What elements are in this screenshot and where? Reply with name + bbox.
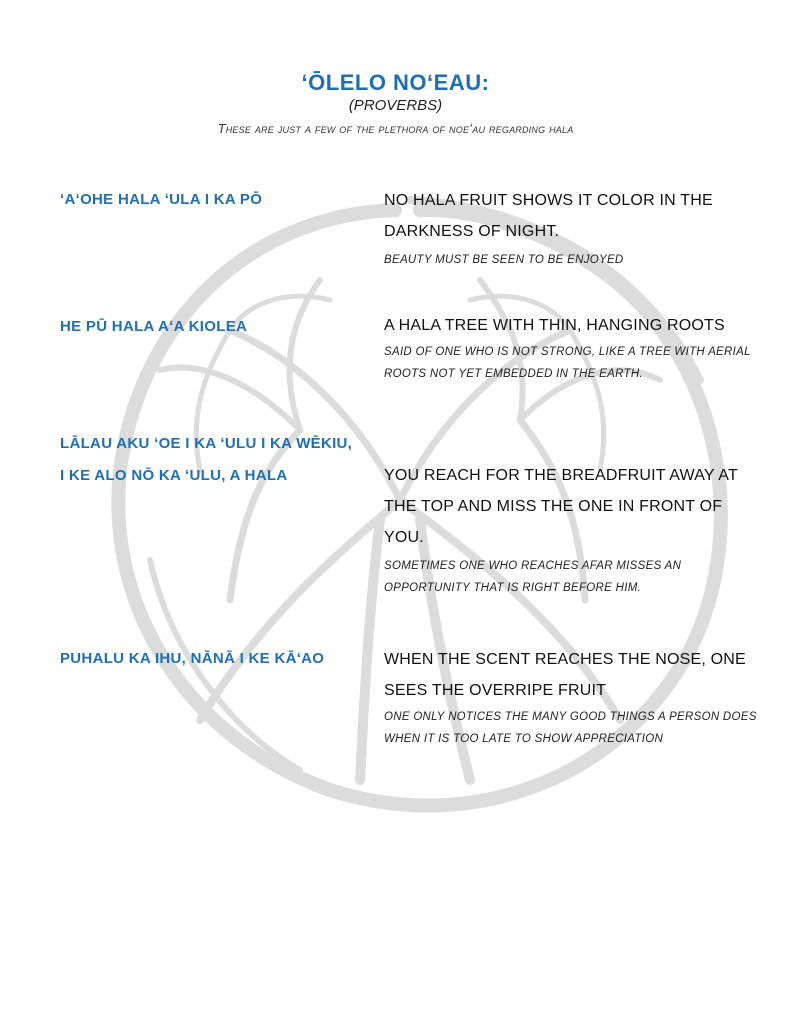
proverb-3-meaning: SOMETIMES ONE WHO REACHES AFAR MISSES AN OPPORTUNITY THAT IS RIGHT BEFORE HIM. — [384, 560, 682, 594]
proverb-4-english: WHEN THE SCENT REACHES THE NOSE, ONE SEES THE OVERRIPE FRUIT — [384, 651, 746, 699]
proverb-1-english: NO HALA FRUIT SHOWS IT COLOR IN THE DARKNESS OF NIGHT. — [384, 192, 713, 240]
page-subtitle: (PROVERBS) — [348, 97, 443, 114]
proverb-1-translation — [384, 185, 764, 271]
proverb-2-hawaiian: HE PŪ HALA AʻA KIOLEA — [60, 318, 248, 335]
proverb-2-translation — [384, 310, 764, 385]
proverb-3-hawaiian-line-2: I KE ALO NŌ KA ʻULU, A HALA — [60, 467, 288, 484]
proverb-4-meaning: ONE ONLY NOTICES THE MANY GOOD THINGS A PERSON DOES WHEN IT IS TOO LATE TO SHOW APPRECIATION — [384, 711, 757, 745]
proverb-4-hawaiian: PUHALU KA IHU, NĀNĀ I KE KĀʻAO — [60, 650, 325, 667]
proverb-3-english: YOU REACH FOR THE BREADFRUIT AWAY AT THE TOP AND MISS THE ONE IN FRONT OF YOU. — [384, 467, 738, 546]
page-tagline: These are just a few of the plethora of noeʻau regarding hala — [217, 121, 574, 136]
proverb-2-english: A HALA TREE WITH THIN, HANGING ROOTS — [384, 317, 725, 334]
proverb-2-meaning: SAID OF ONE WHO IS NOT STRONG, LIKE A TREE WITH AERIAL ROOTS NOT YET EMBEDDED IN THE EARTH. — [384, 346, 751, 380]
proverb-3-translation — [384, 460, 764, 599]
proverb-3-hawaiian-line-1: LĀLAU AKU ʻOE I KA ʻULU I KA WĒKIU, — [60, 435, 353, 452]
page-title: ʻŌLELO NOʻEAU: — [301, 70, 490, 95]
proverb-1-hawaiian: ʻAʻOHE HALA ʻULA I KA PŌ — [60, 191, 263, 208]
proverb-4-translation — [384, 644, 764, 750]
proverb-1-meaning: BEAUTY MUST BE SEEN TO BE ENJOYED — [384, 254, 624, 266]
